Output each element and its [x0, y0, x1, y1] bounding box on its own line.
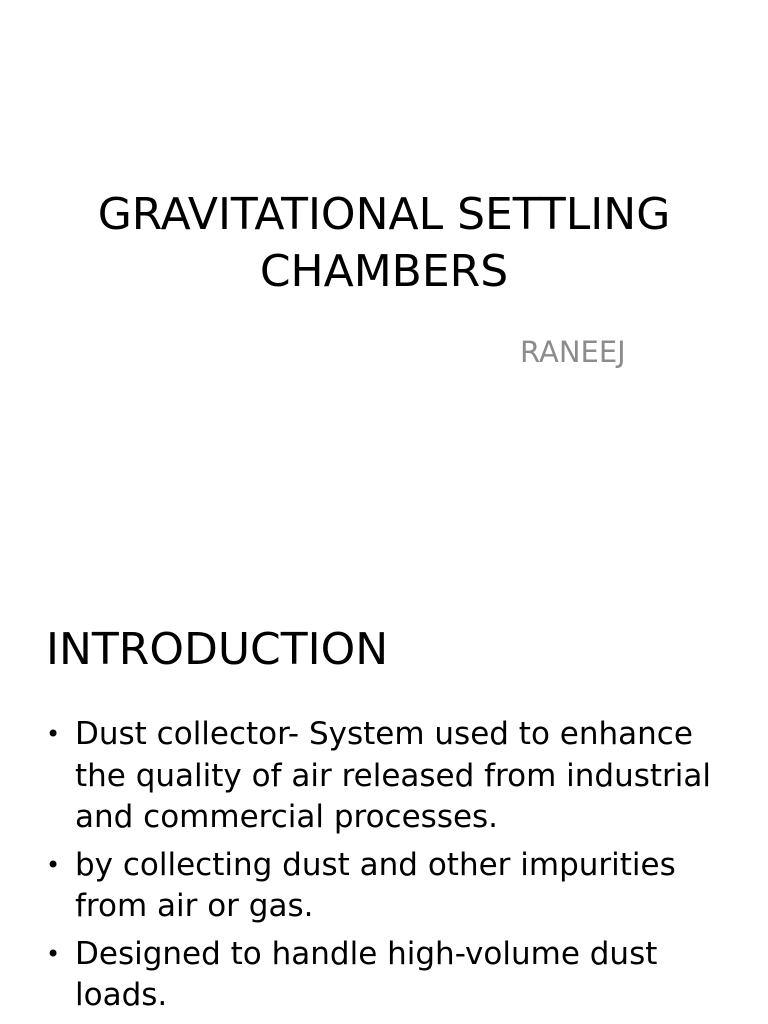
title-line-2: CHAMBERS: [259, 246, 509, 297]
presentation-title: [0, 186, 768, 300]
bullet-marker: •: [46, 939, 61, 968]
bullet-marker: •: [46, 720, 61, 748]
bullet-marker: •: [46, 850, 61, 879]
bullet-item: [46, 934, 736, 1017]
bullet-text: Dust collector- System used to enhance the quality of air released from industrial and commercial processes.: [75, 716, 711, 835]
bullet-item: [46, 845, 736, 928]
bullet-text: Designed to handle high-volume dust loads.: [75, 935, 658, 1013]
author-name: RANEEJ: [520, 335, 626, 369]
introduction-slide: [0, 576, 768, 1024]
slide-heading: INTRODUCTION: [46, 624, 389, 675]
title-line-1: GRAVITATIONAL SETTLING: [97, 189, 671, 240]
bullet-list: [46, 714, 736, 1023]
bullet-text: by collecting dust and other impurities from air or gas.: [75, 846, 676, 924]
bullet-item: [46, 714, 736, 839]
